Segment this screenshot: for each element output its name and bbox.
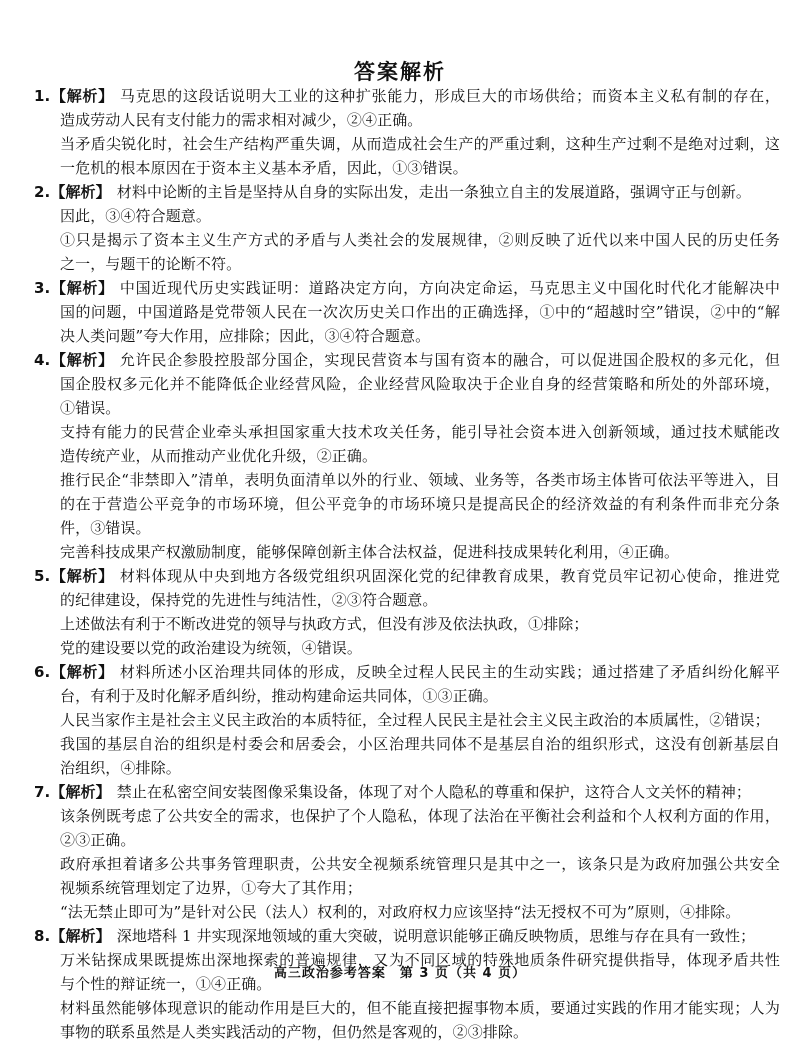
answer-text: 中国近现代历史实践证明：道路决定方向，方向决定命运，马克思主义中国化时代化才能解决中 — [119, 279, 780, 297]
answer-line: 国的问题，中国道路是党带领人民在一次次历史关口作出的正确选择，①中的“超越时空”错误，②中的“解 — [60, 303, 780, 321]
answer-item — [34, 180, 780, 276]
answer-number: 1. — [34, 87, 51, 105]
answer-list — [34, 84, 780, 1044]
answer-line — [34, 348, 780, 372]
answer-line: 件，③错误。 — [60, 519, 151, 537]
answer-line: 造传统产业，从而推动产业优化升级，②正确。 — [60, 447, 378, 465]
answer-line — [34, 276, 780, 300]
analysis-tag: 【解析】 — [50, 87, 114, 105]
answer-line: 推行民企“非禁即入”清单，表明负面清单以外的行业、领域、业务等，各类市场主体皆可依法平等进入，目 — [60, 471, 780, 489]
analysis-tag: 【解析】 — [50, 927, 111, 945]
answer-item — [34, 276, 780, 348]
answer-text: 材料所述小区治理共同体的形成，反映全过程人民民主的生动实践；通过搭建了矛盾纠纷化解平 — [119, 663, 780, 681]
answer-line: 人民当家作主是社会主义民主政治的本质特征，全过程人民民主是社会主义民主政治的本质属性，②错误； — [60, 711, 770, 729]
answer-line: 我国的基层自治的组织是村委会和居委会，小区治理共同体不是基层自治的组织形式，这没有创新基层自 — [60, 735, 780, 753]
answer-line: 材料虽然能够体现意识的能动作用是巨大的，但不能直接把握事物本质，要通过实践的作用才能实现；人为 — [60, 999, 780, 1017]
answer-item — [34, 564, 780, 660]
answer-text: 禁止在私密空间安装图像采集设备，体现了对个人隐私的尊重和保护，这符合人文关怀的精神； — [116, 783, 751, 801]
answer-text: 允许民企参股控股部分国企，实现民营资本与国有资本的融合，可以促进国企股权的多元化，但 — [119, 351, 780, 369]
answer-line: 该条例既考虑了公共安全的需求，也保护了个人隐私，体现了法治在平衡社会利益和个人权利方面的作用， — [60, 807, 780, 825]
answer-number: 2. — [34, 183, 51, 201]
page-title: 答案解析 — [354, 60, 446, 84]
answer-text: 马克思的这段话说明大工业的这种扩张能力，形成巨大的市场供给；而资本主义私有制的存在， — [119, 87, 780, 105]
answer-line: 党的建设要以党的政治建设为统领，④错误。 — [60, 639, 363, 657]
answer-line: 上述做法有利于不断改进党的领导与执政方式，但没有涉及依法执政，①排除； — [60, 615, 589, 633]
answer-item — [34, 84, 780, 180]
answer-line — [34, 564, 780, 588]
answer-number: 8. — [34, 927, 51, 945]
answer-number: 7. — [34, 783, 51, 801]
answer-text: 材料体现从中央到地方各级党组织巩固深化党的纪律教育成果，教育党员牢记初心使命，推进党 — [119, 567, 780, 585]
answer-line: 造成劳动人民有支付能力的需求相对减少，②④正确。 — [60, 111, 423, 129]
answer-line — [34, 84, 780, 108]
answer-line: 决人类问题”夸大作用，应排除；因此，③④符合题意。 — [60, 327, 431, 345]
answer-text: 深地塔科 1 井实现深地领域的重大突破，说明意识能够正确反映物质，思维与存在具有一致性； — [116, 927, 756, 945]
answer-line: 国企股权多元化并不能降低企业经营风险，企业经营风险取决于企业自身的经营策略和所处的外部环境， — [60, 375, 780, 393]
answer-line: 完善科技成果产权激励制度，能够保障创新主体合法权益，促进科技成果转化利用，④正确。 — [60, 543, 680, 561]
answer-line: ①错误。 — [60, 399, 121, 417]
answer-line: ①只是揭示了资本主义生产方式的矛盾与人类社会的发展规律，②则反映了近代以来中国人民的历史任务 — [60, 231, 780, 249]
analysis-tag: 【解析】 — [50, 279, 114, 297]
answer-number: 4. — [34, 351, 51, 369]
answer-number: 5. — [34, 567, 51, 585]
answer-line — [34, 924, 780, 948]
answer-item — [34, 924, 780, 1044]
answer-line: 的在于营造公平竞争的市场环境，但公平竞争的市场环境只是提高民企的经济效益的有利条件而非充分条 — [60, 495, 780, 513]
analysis-tag: 【解析】 — [50, 567, 114, 585]
answer-line: 事物的联系虽然是人类实践活动的产物，但仍然是客观的，②③排除。 — [60, 1023, 529, 1041]
answer-line — [34, 660, 780, 684]
analysis-tag: 【解析】 — [50, 783, 111, 801]
answer-line: “法无禁止即可为”是针对公民（法人）权利的，对政府权力应该坚持“法无授权不可为”原则，④排除。 — [60, 903, 741, 921]
answer-line — [34, 180, 780, 204]
answer-line: 万米钻探成果既提炼出深地探索的普遍规律，又为不同区域的特殊地质条件研究提供指导，体现矛盾共性 — [60, 951, 780, 969]
answer-text: 材料中论断的主旨是坚持从自身的实际出发，走出一条独立自主的发展道路，强调守正与创新。 — [116, 183, 751, 201]
answer-number: 6. — [34, 663, 51, 681]
answer-line: 视频系统管理划定了边界，①夸大了其作用； — [60, 879, 363, 897]
answer-line: 政府承担着诸多公共事务管理职责，公共安全视频系统管理只是其中之一，该条只是为政府加强公共安全 — [60, 855, 780, 873]
analysis-tag: 【解析】 — [50, 183, 111, 201]
analysis-tag: 【解析】 — [50, 663, 114, 681]
analysis-tag: 【解析】 — [50, 351, 114, 369]
answer-line: 治组织，④排除。 — [60, 759, 181, 777]
answer-line: 一危机的根本原因在于资本主义基本矛盾，因此，①③错误。 — [60, 159, 468, 177]
answer-line: 因此，③④符合题意。 — [60, 207, 212, 225]
answer-line: ②③正确。 — [60, 831, 136, 849]
answer-item — [34, 348, 780, 564]
answer-item — [34, 780, 780, 924]
answer-line: 当矛盾尖锐化时，社会生产结构严重失调，从而造成社会生产的严重过剩，这种生产过剩不是绝对过剩，这 — [60, 135, 780, 153]
answer-line: 与个性的辩证统一，①④正确。 — [60, 975, 272, 993]
answer-line: 之一，与题干的论断不符。 — [60, 255, 242, 273]
answer-item — [34, 660, 780, 780]
page-footer: 高三政治参考答案 第 3 页（共 4 页） — [273, 966, 527, 981]
answer-line: 台，有利于及时化解矛盾纠纷，推动构建命运共同体，①③正确。 — [60, 687, 498, 705]
answer-line: 的纪律建设，保持党的先进性与纯洁性，②③符合题意。 — [60, 591, 438, 609]
answer-number: 3. — [34, 279, 51, 297]
answer-line — [34, 780, 780, 804]
answer-line: 支持有能力的民营企业牵头承担国家重大技术攻关任务，能引导社会资本进入创新领域，通过技术赋能改 — [60, 423, 780, 441]
